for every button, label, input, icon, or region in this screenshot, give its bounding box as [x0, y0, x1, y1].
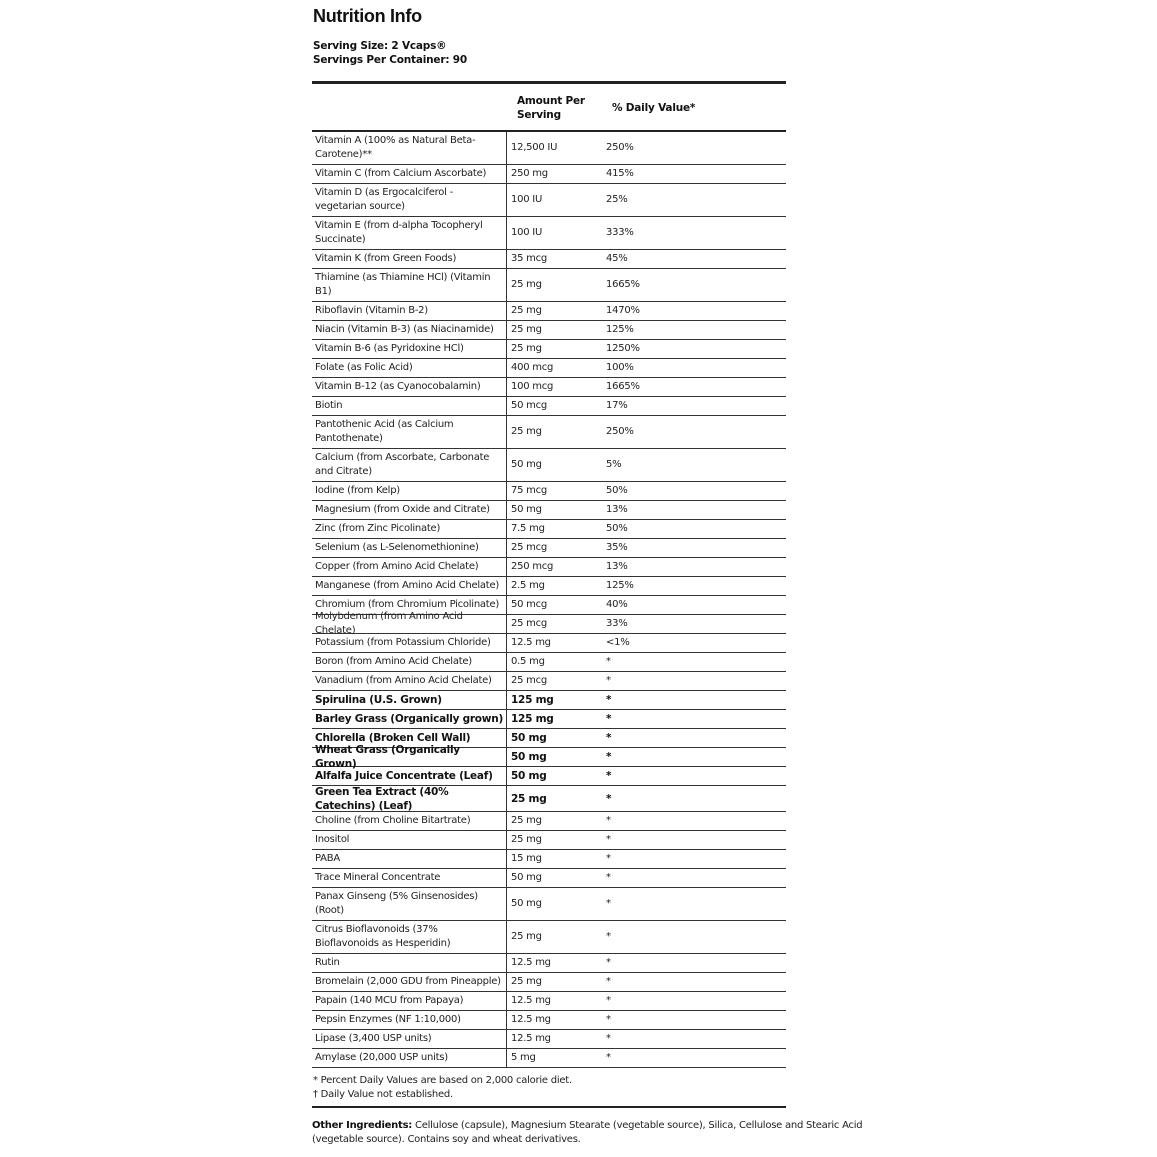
nutrient-daily-value: 1665%	[606, 279, 640, 290]
nutrient-daily-value: *	[606, 1052, 611, 1063]
nutrient-amount: 12.5 mg	[511, 995, 551, 1006]
nutrient-name: Riboflavin (Vitamin B-2)	[315, 302, 507, 320]
table-row	[312, 321, 786, 340]
nutrient-name: Alfalfa Juice Concentrate (Leaf)	[315, 767, 507, 785]
nutrient-daily-value: *	[606, 931, 611, 942]
nutrient-amount: 400 mcg	[511, 362, 554, 373]
nutrient-amount: 25 mg	[511, 279, 542, 290]
nutrient-name: Magnesium (from Oxide and Citrate)	[315, 501, 507, 519]
nutrient-name: Manganese (from Amino Acid Chelate)	[315, 577, 507, 595]
percent-daily-footnote: * Percent Daily Values are based on 2,000 calorie diet.	[313, 1075, 572, 1086]
nutrient-daily-value: 333%	[606, 227, 634, 238]
nutrient-name: Lipase (3,400 USP units)	[315, 1030, 507, 1048]
nutrient-amount: 12.5 mg	[511, 1014, 551, 1025]
nutrient-amount: 12.5 mg	[511, 957, 551, 968]
nutrient-amount: 25 mg	[511, 343, 542, 354]
nutrient-amount: 25 mcg	[511, 542, 547, 553]
nutrient-daily-value: *	[606, 732, 612, 744]
nutrient-name: Vitamin C (from Calcium Ascorbate)	[315, 165, 507, 183]
serving-size: Serving Size: 2 Vcaps®	[313, 40, 447, 52]
nutrient-daily-value: 33%	[606, 618, 628, 629]
table-row	[312, 634, 786, 653]
nutrient-amount: 5 mg	[511, 1052, 536, 1063]
nutrient-name: Thiamine (as Thiamine HCl) (Vitamin B1)	[315, 269, 507, 301]
nutrient-amount: 25 mg	[511, 426, 542, 437]
nutrient-amount: 100 mcg	[511, 381, 554, 392]
nutrient-daily-value: *	[606, 976, 611, 987]
nutrient-amount: 250 mcg	[511, 561, 554, 572]
nutrient-name: Vitamin B-12 (as Cyanocobalamin)	[315, 378, 507, 396]
nutrient-daily-value: 13%	[606, 561, 628, 572]
daily-value-column-header: % Daily Value*	[612, 102, 696, 114]
table-row	[312, 217, 786, 250]
table-row	[312, 786, 786, 812]
nutrient-amount: 50 mg	[511, 770, 547, 782]
nutrient-daily-value: 250%	[606, 426, 634, 437]
nutrient-name: Biotin	[315, 397, 507, 415]
nutrient-amount: 25 mcg	[511, 618, 547, 629]
nutrient-daily-value: *	[606, 898, 611, 909]
nutrient-name: PABA	[315, 850, 507, 868]
nutrient-name: Panax Ginseng (5% Ginsenosides) (Root)	[315, 888, 507, 920]
nutrient-name: Chromium (from Chromium Picolinate)	[315, 596, 507, 614]
nutrient-daily-value: 415%	[606, 168, 634, 179]
amount-header-line1: Amount Per	[517, 95, 585, 107]
nutrient-daily-value: *	[606, 694, 612, 706]
nutrient-name: Niacin (Vitamin B-3) (as Niacinamide)	[315, 321, 507, 339]
nutrient-name: Zinc (from Zinc Picolinate)	[315, 520, 507, 538]
nutrient-name: Spirulina (U.S. Grown)	[315, 691, 507, 709]
nutrient-daily-value: 40%	[606, 599, 628, 610]
nutrient-amount: 25 mg	[511, 815, 542, 826]
servings-per-container: Servings Per Container: 90	[313, 54, 467, 66]
nutrient-name: Barley Grass (Organically grown)	[315, 710, 507, 728]
nutrient-daily-value: 1665%	[606, 381, 640, 392]
table-row	[312, 449, 786, 482]
nutrient-name: Choline (from Choline Bitartrate)	[315, 812, 507, 830]
table-row	[312, 992, 786, 1011]
nutrient-daily-value: *	[606, 675, 611, 686]
nutrient-amount: 25 mg	[511, 976, 542, 987]
nutrient-amount: 7.5 mg	[511, 523, 545, 534]
nutrient-amount: 12.5 mg	[511, 637, 551, 648]
nutrient-name: Pepsin Enzymes (NF 1:10,000)	[315, 1011, 507, 1029]
nutrient-amount: 25 mg	[511, 834, 542, 845]
nutrient-daily-value: *	[606, 957, 611, 968]
nutrient-daily-value: *	[606, 656, 611, 667]
table-row	[312, 184, 786, 217]
nutrient-daily-value: *	[606, 815, 611, 826]
nutrient-name: Amylase (20,000 USP units)	[315, 1049, 507, 1067]
table-row	[312, 482, 786, 501]
table-row	[312, 921, 786, 954]
nutrient-daily-value: 1250%	[606, 343, 640, 354]
table-row	[312, 767, 786, 786]
table-row	[312, 378, 786, 397]
nutrient-amount: 25 mg	[511, 931, 542, 942]
nutrient-name: Inositol	[315, 831, 507, 849]
nutrient-name: Vitamin K (from Green Foods)	[315, 250, 507, 268]
table-row	[312, 132, 786, 165]
amount-header-line2: Serving	[517, 109, 561, 121]
nutrient-daily-value: *	[606, 1033, 611, 1044]
table-row	[312, 397, 786, 416]
table-row	[312, 1011, 786, 1030]
table-row	[312, 1030, 786, 1049]
nutrient-name: Vitamin B-6 (as Pyridoxine HCl)	[315, 340, 507, 358]
nutrient-name: Trace Mineral Concentrate	[315, 869, 507, 887]
nutrient-daily-value: 100%	[606, 362, 634, 373]
nutrient-daily-value: *	[606, 770, 612, 782]
nutrient-amount: 100 IU	[511, 227, 543, 238]
nutrient-name: Selenium (as L-Selenomethionine)	[315, 539, 507, 557]
nutrient-amount: 100 IU	[511, 194, 543, 205]
table-row	[312, 539, 786, 558]
nutrient-amount: 50 mg	[511, 504, 542, 515]
nutrient-daily-value: 125%	[606, 580, 634, 591]
table-row	[312, 888, 786, 921]
nutrient-daily-value: 25%	[606, 194, 628, 205]
nutrient-name: Pantothenic Acid (as Calcium Pantothenate)	[315, 416, 507, 448]
table-row	[312, 812, 786, 831]
table-row	[312, 269, 786, 302]
table-top-rule	[312, 81, 786, 84]
table-row	[312, 710, 786, 729]
nutrient-amount: 25 mcg	[511, 675, 547, 686]
nutrient-daily-value: *	[606, 1014, 611, 1025]
nutrient-name: Rutin	[315, 954, 507, 972]
table-row	[312, 691, 786, 710]
nutrient-daily-value: *	[606, 872, 611, 883]
nutrient-amount: 0.5 mg	[511, 656, 545, 667]
table-row	[312, 359, 786, 378]
nutrient-amount: 25 mg	[511, 324, 542, 335]
nutrient-name: Vitamin A (100% as Natural Beta-Carotene)**	[315, 132, 507, 164]
nutrient-table	[312, 132, 786, 1068]
nutrient-name: Bromelain (2,000 GDU from Pineapple)	[315, 973, 507, 991]
table-row	[312, 340, 786, 359]
nutrient-name: Vitamin D (as Ergocalciferol - vegetarian source)	[315, 184, 507, 216]
nutrient-name: Citrus Bioflavonoids (37% Bioflavonoids as Hesperidin)	[315, 921, 507, 953]
table-row	[312, 1049, 786, 1068]
nutrient-name: Wheat Grass (Organically Grown)	[315, 748, 507, 766]
table-bottom-rule	[312, 1106, 786, 1108]
nutrient-amount: 15 mg	[511, 853, 542, 864]
nutrient-daily-value: <1%	[606, 637, 630, 648]
nutrient-amount: 50 mg	[511, 751, 547, 763]
table-row	[312, 869, 786, 888]
nutrient-daily-value: *	[606, 853, 611, 864]
nutrient-name: Potassium (from Potassium Chloride)	[315, 634, 507, 652]
nutrient-name: Molybdenum (from Amino Acid Chelate)	[315, 615, 507, 633]
table-row	[312, 744, 786, 770]
nutrient-daily-value: 250%	[606, 142, 634, 153]
nutrient-daily-value: 13%	[606, 504, 628, 515]
table-row	[312, 611, 786, 636]
other-ingredients-label: Other Ingredients:	[312, 1120, 413, 1131]
nutrient-daily-value: 17%	[606, 400, 628, 411]
nutrient-daily-value: *	[606, 834, 611, 845]
nutrient-daily-value: *	[606, 995, 611, 1006]
table-row	[312, 653, 786, 672]
table-row	[312, 558, 786, 577]
nutrient-name: Iodine (from Kelp)	[315, 482, 507, 500]
other-ingredients	[312, 1119, 872, 1147]
nutrient-amount: 50 mcg	[511, 400, 547, 411]
table-row	[312, 973, 786, 992]
nutrient-daily-value: 45%	[606, 253, 628, 264]
amount-column-header	[517, 94, 585, 122]
nutrient-name: Vitamin E (from d-alpha Tocopheryl Succinate)	[315, 217, 507, 249]
table-row	[312, 250, 786, 269]
nutrient-amount: 35 mcg	[511, 253, 547, 264]
dagger-footnote: † Daily Value not established.	[313, 1089, 453, 1100]
nutrient-daily-value: 35%	[606, 542, 628, 553]
nutrient-amount: 12,500 IU	[511, 142, 558, 153]
nutrient-name: Calcium (from Ascorbate, Carbonate and Citrate)	[315, 449, 507, 481]
table-row	[312, 416, 786, 449]
nutrient-name: Green Tea Extract (40% Catechins) (Leaf)	[315, 786, 507, 811]
table-row	[312, 577, 786, 596]
table-row	[312, 831, 786, 850]
nutrient-name: Papain (140 MCU from Papaya)	[315, 992, 507, 1010]
nutrient-daily-value: 125%	[606, 324, 634, 335]
nutrient-name: Vanadium (from Amino Acid Chelate)	[315, 672, 507, 690]
table-row	[312, 850, 786, 869]
nutrient-daily-value: *	[606, 792, 612, 805]
table-row	[312, 501, 786, 520]
nutrient-amount: 75 mcg	[511, 485, 547, 496]
nutrient-daily-value: 5%	[606, 459, 622, 470]
nutrient-amount: 50 mg	[511, 732, 547, 744]
nutrient-daily-value: 1470%	[606, 305, 640, 316]
nutrient-amount: 50 mg	[511, 872, 542, 883]
table-row	[312, 302, 786, 321]
nutrient-amount: 125 mg	[511, 694, 554, 706]
nutrient-daily-value: 50%	[606, 523, 628, 534]
nutrient-amount: 25 mg	[511, 305, 542, 316]
nutrient-amount: 50 mcg	[511, 599, 547, 610]
nutrient-daily-value: *	[606, 713, 612, 725]
nutrient-amount: 25 mg	[511, 792, 547, 805]
nutrient-amount: 12.5 mg	[511, 1033, 551, 1044]
nutrient-amount: 250 mg	[511, 168, 548, 179]
nutrient-daily-value: 50%	[606, 485, 628, 496]
nutrient-amount: 2.5 mg	[511, 580, 545, 591]
nutrient-amount: 125 mg	[511, 713, 554, 725]
page-title: Nutrition Info	[313, 6, 422, 26]
table-row	[312, 520, 786, 539]
nutrient-name: Copper (from Amino Acid Chelate)	[315, 558, 507, 576]
nutrient-amount: 50 mg	[511, 459, 542, 470]
table-row	[312, 165, 786, 184]
nutrient-daily-value: *	[606, 751, 612, 763]
other-ingredients-text: Cellulose (capsule), Magnesium Stearate (vegetable source), Silica, Cellulose and Stearic Acid (vegetable source). Contains soy and wheat derivatives.	[312, 1120, 863, 1145]
nutrient-name: Chlorella (Broken Cell Wall)	[315, 729, 507, 747]
table-row	[312, 954, 786, 973]
nutrient-name: Boron (from Amino Acid Chelate)	[315, 653, 507, 671]
nutrient-name: Folate (as Folic Acid)	[315, 359, 507, 377]
table-row	[312, 672, 786, 691]
nutrient-amount: 50 mg	[511, 898, 542, 909]
